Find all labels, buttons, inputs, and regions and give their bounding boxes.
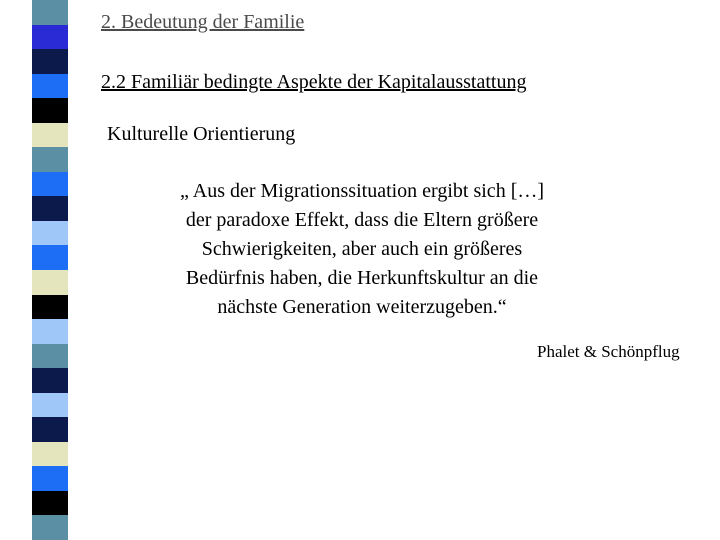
stripe-block <box>32 466 68 491</box>
quote-line: Bedürfnis haben, die Herkunftskultur an die <box>185 267 539 289</box>
stripe-block <box>32 221 68 246</box>
stripe-block <box>32 147 68 172</box>
page-title: 2. Bedeutung der Familie <box>101 11 305 33</box>
stripe-block <box>32 0 68 25</box>
stripe-block <box>32 393 68 418</box>
stripe-block <box>32 74 68 99</box>
stripe-block <box>32 25 68 50</box>
stripe-block <box>32 491 68 516</box>
decorative-stripe <box>32 0 68 540</box>
stripe-block <box>32 196 68 221</box>
stripe-block <box>32 123 68 148</box>
quote-block <box>112 177 612 322</box>
quote-line: nächste Generation weiterzugeben.“ <box>217 296 507 318</box>
stripe-block <box>32 442 68 467</box>
quote-line: der paradoxe Effekt, dass die Eltern größere <box>185 209 539 231</box>
stripe-block <box>32 368 68 393</box>
stripe-block <box>32 172 68 197</box>
section-heading: Kulturelle Orientierung <box>107 123 296 145</box>
stripe-block <box>32 245 68 270</box>
page-subtitle: 2.2 Familiär bedingte Aspekte der Kapitalausstattung <box>101 71 527 93</box>
quote-line: Schwierigkeiten, aber auch ein größeres <box>201 238 523 260</box>
stripe-block <box>32 270 68 295</box>
stripe-block <box>32 319 68 344</box>
stripe-block <box>32 515 68 540</box>
stripe-block <box>32 417 68 442</box>
quote-line: „ Aus der Migrationssituation ergibt sich […] <box>179 180 545 202</box>
stripe-block <box>32 98 68 123</box>
quote-author: Phalet & Schönpflug <box>537 342 680 361</box>
stripe-block <box>32 344 68 369</box>
stripe-block <box>32 49 68 74</box>
stripe-block <box>32 295 68 320</box>
